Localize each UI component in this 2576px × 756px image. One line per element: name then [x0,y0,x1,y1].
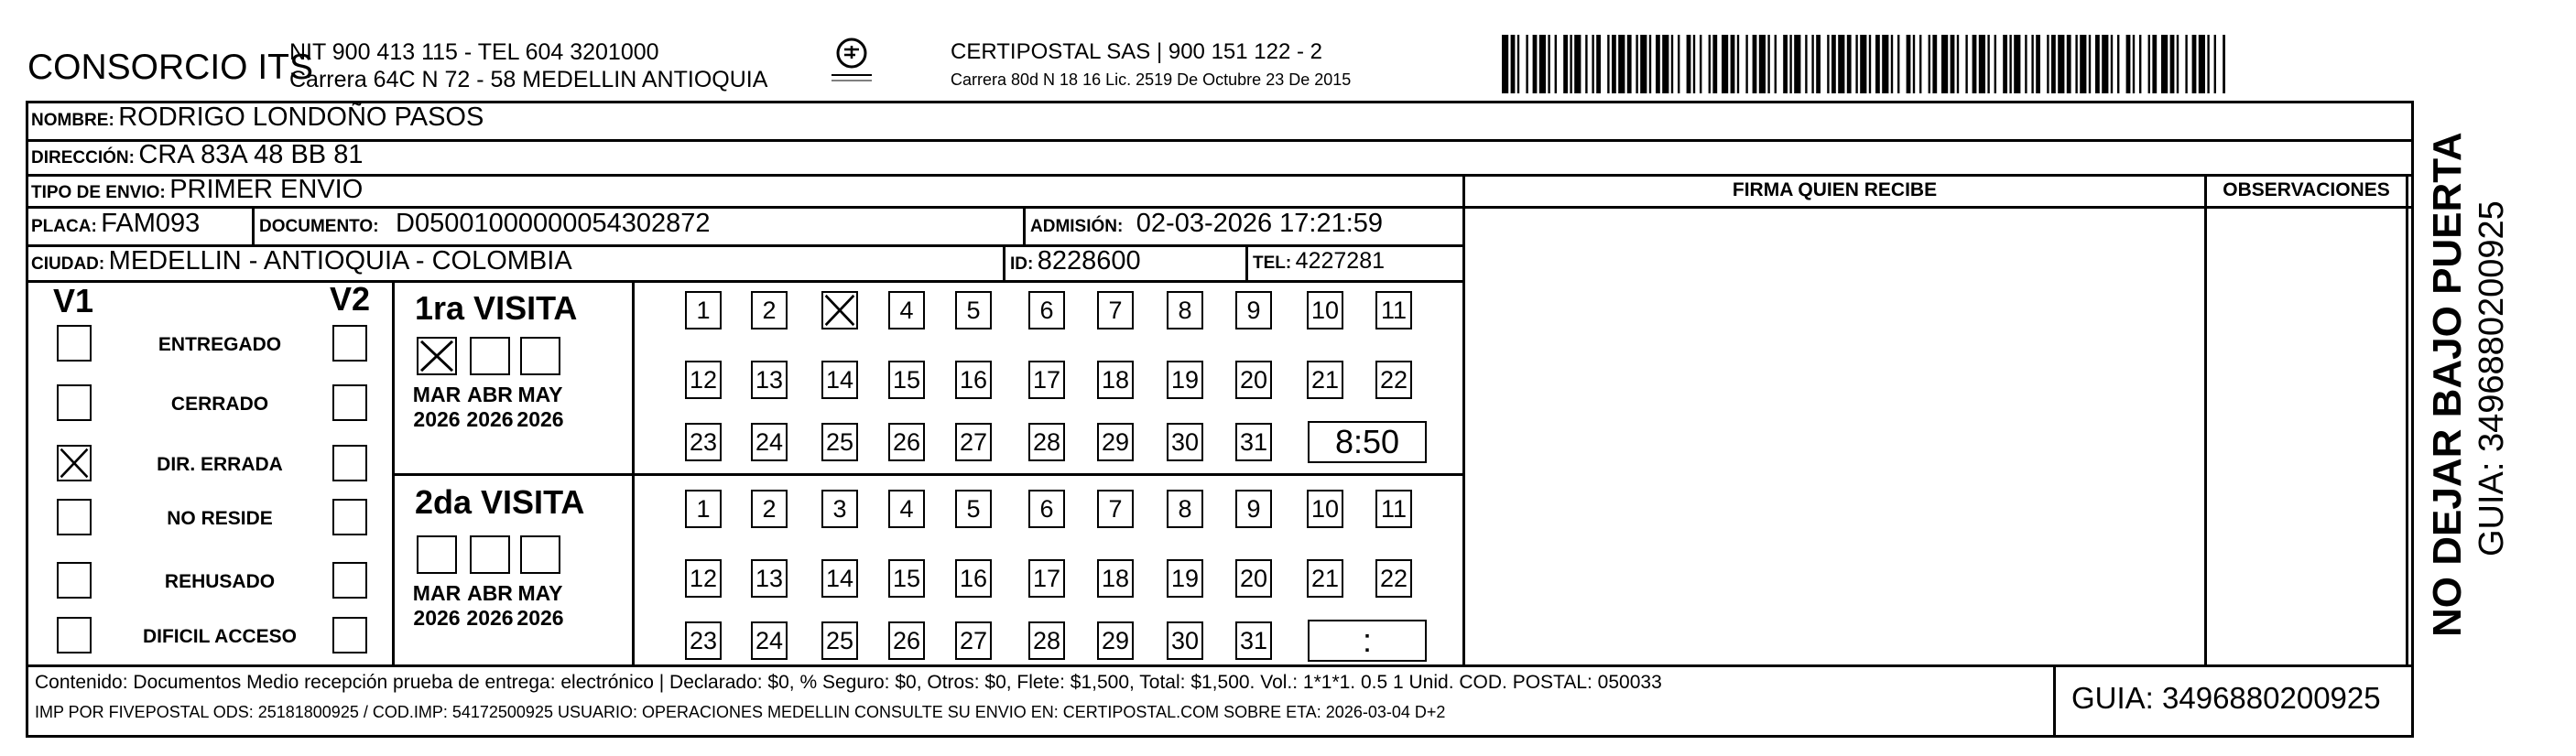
day-box: 8 [1167,291,1203,329]
month-label: ABR [467,383,513,406]
month-checkbox [470,337,510,375]
v1-checkbox [57,617,92,653]
month-year: 2026 [413,407,461,431]
placa-value: FAM093 [101,209,201,238]
tipo-row [31,175,363,205]
month-year: 2026 [516,606,564,630]
day-box: 29 [1097,423,1134,461]
documento-label: DOCUMENTO: [259,217,379,236]
day-box: 7 [1097,490,1134,528]
day-box: 3 [821,490,858,528]
month-checkbox [417,535,457,574]
day-box: 6 [1028,490,1065,528]
carrier-line: CERTIPOSTAL SAS | 900 151 122 - 2 [951,39,1322,64]
month-checkbox [520,337,560,375]
visit1-title: 1ra VISITA [415,289,578,327]
divider [2406,174,2408,664]
day-box: 1 [685,490,722,528]
company-contact [289,38,767,93]
option-label: NO RESIDE [167,508,273,529]
id-label: ID: [1010,254,1034,274]
divider [1003,244,1005,280]
day-box: 7 [1097,291,1134,329]
ciudad-label: CIUDAD: [31,254,105,274]
side-warning: NO DEJAR BAJO PUERTA [2425,132,2470,637]
divider [26,280,1465,283]
v2-checkbox [332,325,367,362]
v1-checkbox [57,562,92,599]
month-label: MAR [412,581,462,605]
day-box: 18 [1097,361,1134,399]
day-box: 25 [821,621,858,660]
nombre-label: NOMBRE: [31,111,114,130]
day-box [821,291,858,329]
day-box: 30 [1167,621,1203,660]
day-box: 18 [1097,559,1134,598]
option-label: ENTREGADO [158,334,282,355]
divider [252,206,255,244]
divider [392,473,1465,476]
v1-header: V1 [53,282,94,319]
id-cell [1010,246,1141,276]
day-box: 11 [1375,291,1412,329]
tel-label: TEL: [1253,254,1292,273]
admision-cell [1030,209,1383,239]
tel-cell [1253,248,1385,275]
day-box: 31 [1235,621,1272,660]
day-box: 2 [751,490,788,528]
nit-line: NIT 900 413 115 - TEL 604 3201000 [289,39,659,65]
day-box: 14 [821,559,858,598]
day-box: 10 [1307,291,1343,329]
day-box: 31 [1235,423,1272,461]
day-box: 9 [1235,490,1272,528]
option-label: REHUSADO [164,571,276,592]
day-box: 19 [1167,559,1203,598]
day-box: 24 [751,423,788,461]
month-checkbox [417,337,457,375]
day-box: 5 [955,291,992,329]
day-box: 12 [685,559,722,598]
divider [26,139,2414,142]
divider [2053,664,2056,738]
day-box: 27 [955,423,992,461]
option-label: DIFICIL ACCESO [142,626,297,647]
company-name: CONSORCIO ITS [27,48,314,87]
day-box: 13 [751,361,788,399]
placa-label: PLACA: [31,217,97,236]
day-box: 15 [888,361,925,399]
day-box: 20 [1235,361,1272,399]
tel-value: 4227281 [1295,248,1385,274]
day-box: 5 [955,490,992,528]
direccion-label: DIRECCIÓN: [31,148,135,167]
day-box: 29 [1097,621,1134,660]
day-box: 10 [1307,490,1343,528]
day-box: 16 [955,361,992,399]
firma-header: FIRMA QUIEN RECIBE [1732,179,1938,200]
divider [1462,206,2408,209]
day-box: 14 [821,361,858,399]
day-box: 12 [685,361,722,399]
nombre-row [31,103,484,133]
admision-label: ADMISIÓN: [1030,217,1124,236]
v1-checkbox [57,384,92,421]
v2-checkbox [332,617,367,653]
nombre-value: RODRIGO LONDOÑO PASOS [118,103,484,132]
day-box: 4 [888,291,925,329]
admision-value: 02-03-2026 17:21:59 [1136,209,1384,238]
month-checkbox [470,535,510,574]
day-box: 21 [1307,559,1343,598]
day-box: 30 [1167,423,1203,461]
month-year: 2026 [413,606,461,630]
visit2-title: 2da VISITA [415,483,585,521]
day-box: 13 [751,559,788,598]
carrier-address: Carrera 80d N 18 16 Lic. 2519 De Octubre 23 De 2015 [951,70,1352,89]
month-year: 2026 [516,407,564,431]
documento-cell [259,209,711,239]
day-box: 26 [888,621,925,660]
carrier-info [951,38,1351,93]
month-label: MAY [517,383,563,406]
tipo-value: PRIMER ENVIO [169,175,364,204]
divider [26,174,2414,177]
month-checkbox [520,535,560,574]
v1-checkbox [57,325,92,362]
ciudad-row [31,246,572,276]
day-box: 25 [821,423,858,461]
divider [1245,244,1248,280]
divider [1023,206,1026,244]
v1-checkbox [57,499,92,535]
day-box: 15 [888,559,925,598]
month-label: MAY [517,581,563,605]
barcode [1502,35,2225,93]
placa-row [31,209,200,239]
day-box: 11 [1375,490,1412,528]
day-box: 6 [1028,291,1065,329]
divider [392,280,395,664]
day-box: 21 [1307,361,1343,399]
certipostal-logo [824,35,879,92]
v2-checkbox [332,499,367,535]
side-guia: GUIA: 3496880200925 [2473,200,2511,556]
day-box: 23 [685,423,722,461]
day-box: 27 [955,621,992,660]
v2-checkbox [332,384,367,421]
month-year: 2026 [466,407,514,431]
right-border [2411,101,2414,738]
day-box: 19 [1167,361,1203,399]
month-label: MAR [412,383,462,406]
day-box: 4 [888,490,925,528]
day-box: 9 [1235,291,1272,329]
day-box: 20 [1235,559,1272,598]
option-label: DIR. ERRADA [157,454,283,475]
observaciones-header: OBSERVACIONES [2223,179,2390,200]
footer-guia: GUIA: 3496880200925 [2071,681,2381,715]
divider [2204,174,2207,664]
footer-contenido: Contenido: Documentos Medio recepción prueba de entrega: electrónico | Declarado: $0, % Seguro: $0, Otros: $0, Flete: $1,500, Total: $1,500. Vol.: 1*1*1. 0.5 1 Unid. COD. POSTAL: 050033 [35,672,1662,693]
v2-checkbox [332,562,367,599]
v1-checkbox [57,445,92,481]
company-address: Carrera 64C N 72 - 58 MEDELLIN ANTIOQUIA [289,67,768,92]
tipo-label: TIPO DE ENVIO: [31,183,166,202]
day-box: 22 [1375,361,1412,399]
day-box: 22 [1375,559,1412,598]
ciudad-value: MEDELLIN - ANTIOQUIA - COLOMBIA [108,246,572,275]
day-box: 17 [1028,559,1065,598]
direccion-row [31,140,363,170]
documento-value: D05001000000054302872 [396,209,711,238]
divider [1462,174,1465,664]
footer-imp: IMP POR FIVEPOSTAL ODS: 25181800925 / COD.IMP: 54172500925 USUARIO: OPERACIONES MEDELLIN CONSULTE SU ENVIO EN: CERTIPOSTAL.COM SOBRE ETA: 2026-03-04 D+2 [35,703,1446,721]
month-year: 2026 [466,606,514,630]
day-box: 2 [751,291,788,329]
day-box: 16 [955,559,992,598]
v2-header: V2 [330,280,371,318]
time-box: : [1308,620,1427,662]
day-box: 24 [751,621,788,660]
option-label: CERRADO [170,394,269,415]
day-box: 23 [685,621,722,660]
day-box: 28 [1028,423,1065,461]
v2-checkbox [332,445,367,481]
id-value: 8228600 [1037,246,1141,275]
direccion-value: CRA 83A 48 BB 81 [138,140,364,169]
day-box: 17 [1028,361,1065,399]
day-box: 8 [1167,490,1203,528]
month-label: ABR [467,581,513,605]
divider [632,280,635,664]
time-box: 8:50 [1308,421,1427,463]
day-box: 1 [685,291,722,329]
day-box: 28 [1028,621,1065,660]
day-box: 26 [888,423,925,461]
